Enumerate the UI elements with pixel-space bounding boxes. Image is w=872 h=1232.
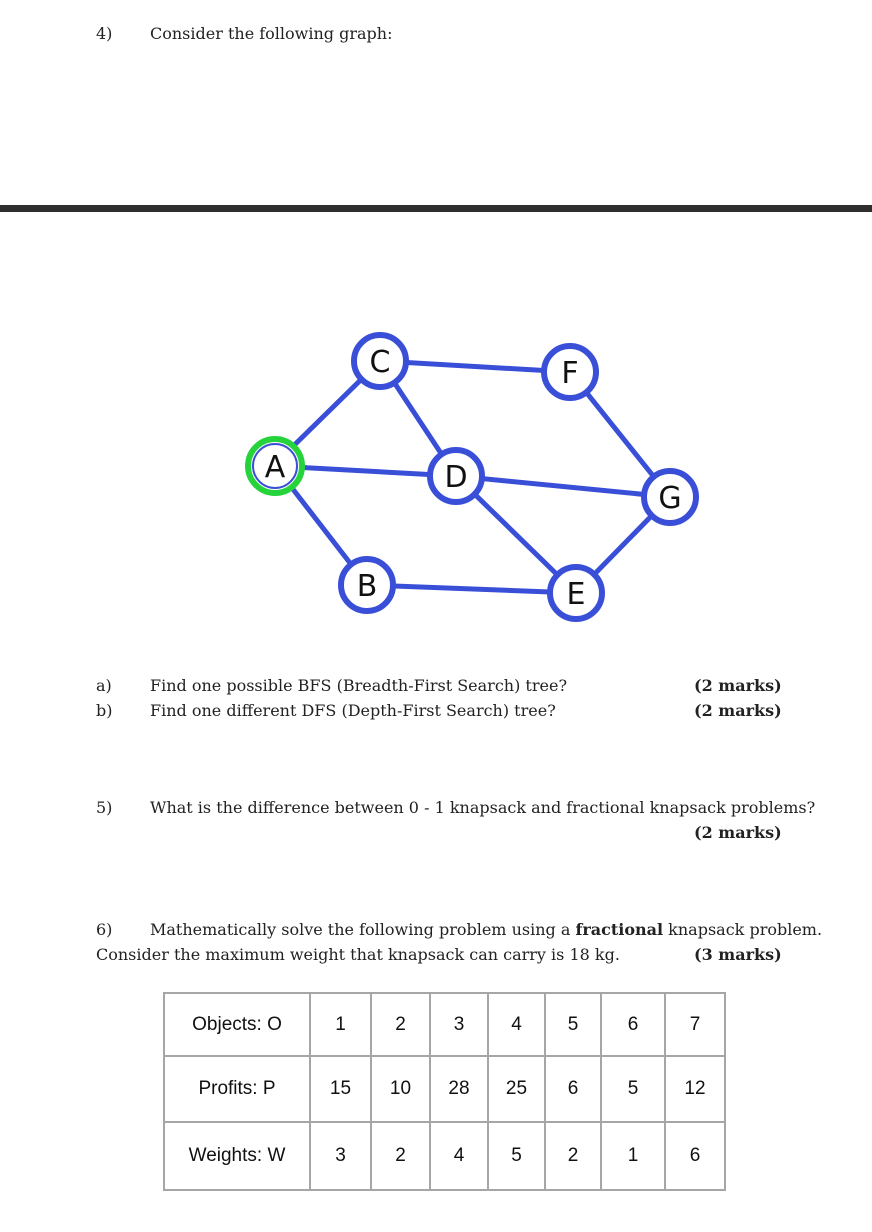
table-cell: 7 bbox=[665, 993, 725, 1056]
node-g bbox=[644, 471, 696, 523]
node-g-label: G bbox=[658, 481, 682, 516]
table-cell: 2 bbox=[371, 993, 430, 1056]
table-cell: 28 bbox=[430, 1056, 488, 1122]
q5-marks: (2 marks) bbox=[694, 823, 782, 842]
q6-text bbox=[150, 920, 822, 940]
q4-text: Consider the following graph: bbox=[150, 24, 393, 43]
table-cell: 2 bbox=[371, 1122, 430, 1190]
knapsack-table bbox=[163, 992, 726, 1191]
q4-part-b-label: b) bbox=[96, 701, 113, 720]
table-cell: 5 bbox=[601, 1056, 665, 1122]
edge-b-e bbox=[367, 585, 576, 593]
table-cell: 6 bbox=[601, 993, 665, 1056]
table-header-cell: Weights: W bbox=[164, 1122, 310, 1190]
table-cell: 2 bbox=[545, 1122, 601, 1190]
q5-number: 5) bbox=[96, 798, 113, 817]
node-c bbox=[354, 335, 406, 387]
q4-number: 4) bbox=[96, 24, 113, 43]
divider-bar bbox=[0, 205, 872, 212]
node-e bbox=[550, 567, 602, 619]
table-cell: 12 bbox=[665, 1056, 725, 1122]
table-row-profits bbox=[164, 1056, 725, 1122]
q4-part-a-label: a) bbox=[96, 676, 112, 695]
table-cell: 3 bbox=[310, 1122, 371, 1190]
table-row-weights bbox=[164, 1122, 725, 1190]
edge-d-g bbox=[456, 476, 670, 497]
node-d-label: D bbox=[444, 460, 468, 495]
table-cell: 15 bbox=[310, 1056, 371, 1122]
graph-diagram bbox=[243, 327, 708, 632]
node-f-label: F bbox=[561, 356, 579, 391]
q6-number: 6) bbox=[96, 920, 113, 939]
table-cell: 25 bbox=[488, 1056, 545, 1122]
table-cell: 1 bbox=[310, 993, 371, 1056]
table-cell: 5 bbox=[545, 993, 601, 1056]
node-a bbox=[248, 439, 302, 493]
node-e-label: E bbox=[566, 577, 586, 612]
table-cell: 6 bbox=[545, 1056, 601, 1122]
q6-text-pre: Mathematically solve the following problem using a bbox=[150, 920, 576, 939]
node-f bbox=[544, 346, 596, 398]
q4-part-b-text: Find one different DFS (Depth-First Search) tree? bbox=[150, 701, 556, 720]
q4-part-a-marks: (2 marks) bbox=[694, 676, 782, 695]
table-cell: 3 bbox=[430, 993, 488, 1056]
table-cell: 10 bbox=[371, 1056, 430, 1122]
node-a-label: A bbox=[264, 450, 286, 485]
q4-part-a-text: Find one possible BFS (Breadth-First Search) tree? bbox=[150, 676, 568, 695]
table-row-objects bbox=[164, 993, 725, 1056]
node-c-label: C bbox=[369, 345, 391, 380]
table-cell: 4 bbox=[488, 993, 545, 1056]
table-header-cell: Objects: O bbox=[164, 993, 310, 1056]
q6-text-post: knapsack problem. bbox=[663, 920, 823, 939]
table-cell: 6 bbox=[665, 1122, 725, 1190]
node-b bbox=[341, 559, 393, 611]
q6-text-bold: fractional bbox=[575, 920, 664, 939]
table-cell: 4 bbox=[430, 1122, 488, 1190]
q6-marks: (3 marks) bbox=[694, 945, 782, 964]
q5-text: What is the difference between 0 - 1 knapsack and fractional knapsack problems? bbox=[150, 798, 816, 817]
q6-line2: Consider the maximum weight that knapsack can carry is 18 kg. bbox=[96, 945, 620, 964]
table-header-cell: Profits: P bbox=[164, 1056, 310, 1122]
table-cell: 1 bbox=[601, 1122, 665, 1190]
node-b-label: B bbox=[356, 569, 378, 604]
node-d bbox=[430, 450, 482, 502]
q4-part-b-marks: (2 marks) bbox=[694, 701, 782, 720]
table-cell: 5 bbox=[488, 1122, 545, 1190]
